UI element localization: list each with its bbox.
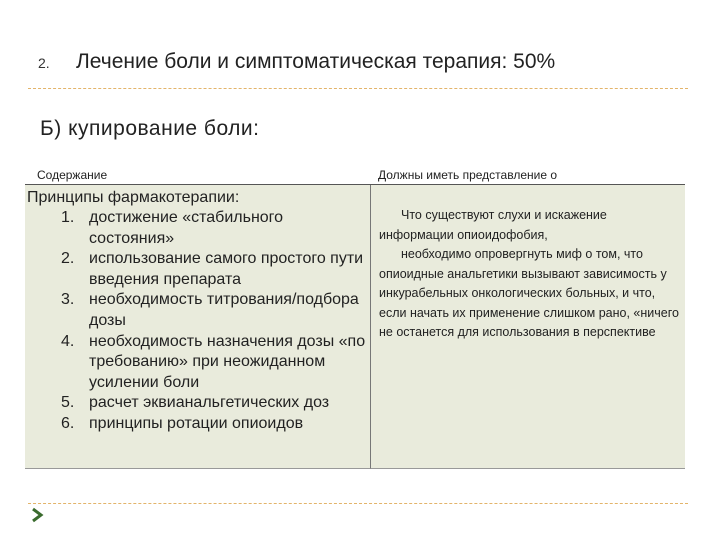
- content-table: [25, 165, 685, 469]
- knowledge-paragraph-2: необходимо опровергнуть миф о том, что опиоидные анальгетики вызывают зависимость у инкурабельных онкологических больных, и что, если начать их применение слишком рано, «ничего не останется для использования в перспективе: [379, 247, 679, 339]
- bottom-divider: [28, 503, 688, 504]
- heading-title: Лечение боли и симптоматическая терапия: 50%: [76, 50, 556, 73]
- knowledge-paragraph-1: Что существуют слухи и искажение информации опиоидофобия,: [379, 208, 607, 242]
- cell-knowledge: [371, 185, 685, 469]
- list-item: [61, 332, 366, 394]
- list-item: [61, 208, 366, 249]
- cell-content: [25, 185, 371, 469]
- list-item-text: достижение «стабильного состояния»: [89, 209, 284, 247]
- list-item-number: 5.: [61, 394, 75, 412]
- principles-title: Принципы фармакотерапии:: [27, 189, 240, 206]
- next-arrow-icon[interactable]: [30, 507, 44, 523]
- list-item-number: 4.: [61, 332, 75, 350]
- list-item: [61, 249, 366, 290]
- slide-heading: [38, 50, 555, 74]
- heading-number: 2.: [38, 55, 50, 71]
- list-item-number: 2.: [61, 250, 75, 268]
- arrow-shape: [33, 509, 41, 521]
- list-item: [61, 393, 366, 414]
- knowledge-text: [379, 206, 683, 343]
- list-item-number: 3.: [61, 291, 75, 309]
- slide-subtitle: Б) купирование боли:: [40, 117, 260, 140]
- list-item-text: необходимость назначения дозы «по требованию» при неожиданном усилении боли: [89, 332, 366, 391]
- top-divider: [28, 88, 688, 89]
- list-item: [61, 414, 366, 435]
- list-item-text: необходимость титрования/подбора дозы: [89, 291, 359, 329]
- list-item: [61, 290, 366, 331]
- principles-list: [61, 208, 366, 435]
- list-item-text: использование самого простого пути введения препарата: [89, 250, 364, 288]
- list-item-text: принципы ротации опиоидов: [89, 414, 304, 432]
- column-header-knowledge: Должны иметь представление о: [378, 168, 558, 182]
- list-item-number: 1.: [61, 209, 75, 226]
- list-item-text: расчет эквианальгетических доз: [89, 394, 330, 412]
- list-item-number: 6.: [61, 414, 75, 432]
- column-header-content: Содержание: [37, 168, 108, 182]
